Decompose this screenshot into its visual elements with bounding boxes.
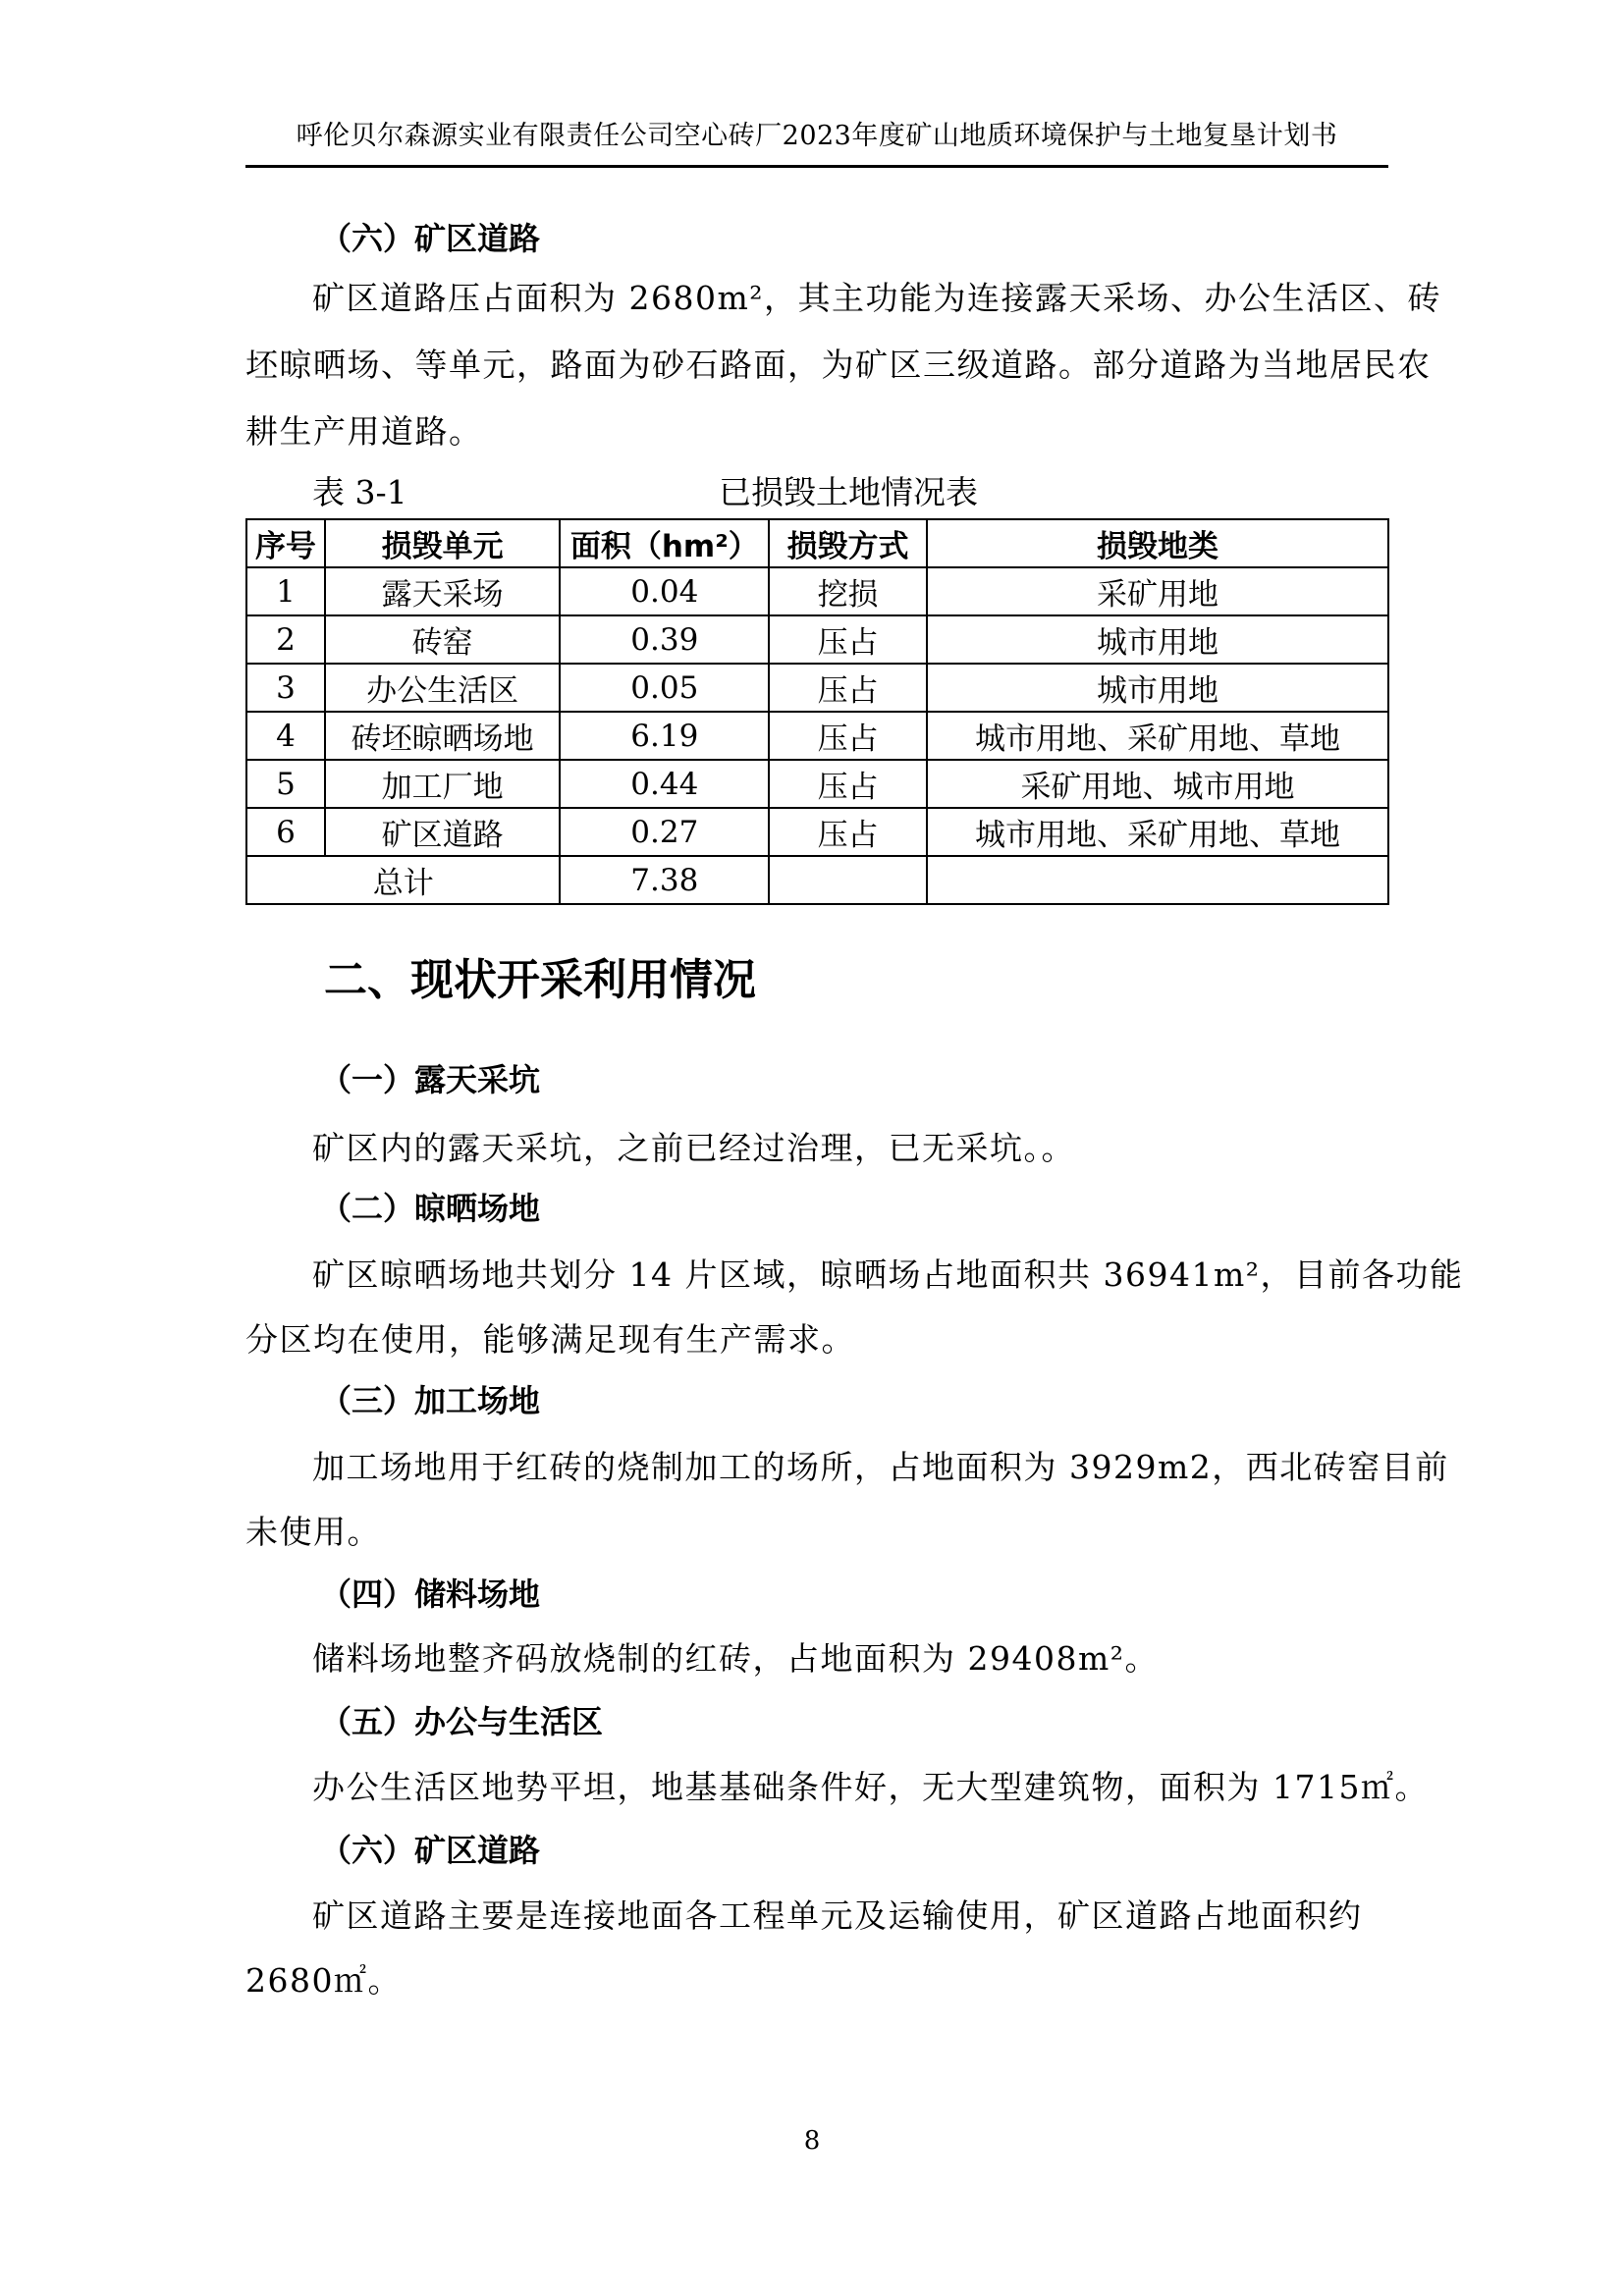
header-rule xyxy=(245,165,1388,168)
table-row xyxy=(246,664,1388,712)
table-cell: 露天采场 xyxy=(325,567,561,615)
paragraph-line: 分区均在使用，能够满足现有生产需求。 xyxy=(245,1320,855,1359)
table-row xyxy=(246,760,1388,808)
table-title: 已损毁土地情况表 xyxy=(719,473,978,511)
section-title: （三）加工场地 xyxy=(320,1382,541,1419)
paragraph-line: 坯晾晒场、等单元，路面为砂石路面，为矿区三级道路。部分道路为当地居民农 xyxy=(245,346,1432,384)
table-cell: 压占 xyxy=(769,615,927,664)
table-cell: 压占 xyxy=(769,760,927,808)
paragraph-line: 矿区内的露天采坑，之前已经过治理，已无采坑。。 xyxy=(312,1129,1075,1167)
header-cell: 序号 xyxy=(246,519,325,567)
table-cell: 办公生活区 xyxy=(325,664,561,712)
damaged-land-table xyxy=(245,518,1389,905)
paragraph-line: 储料场地整齐码放烧制的红砖，占地面积为 29408m²。 xyxy=(312,1639,1159,1678)
table-cell: 1 xyxy=(246,567,325,615)
table-cell: 0.27 xyxy=(560,808,769,856)
table-cell: 采矿用地、城市用地 xyxy=(927,760,1388,808)
table-cell: 城市用地、采矿用地、草地 xyxy=(927,712,1388,760)
total-label-cell: 总计 xyxy=(246,856,560,904)
table-cell: 0.05 xyxy=(560,664,769,712)
table-header-row xyxy=(246,519,1388,567)
paragraph-line: 加工场地用于红砖的烧制加工的场所，占地面积为 3929m2，西北砖窑目前 xyxy=(312,1448,1449,1486)
table-total-row xyxy=(246,856,1388,904)
table-cell: 2 xyxy=(246,615,325,664)
table-row xyxy=(246,615,1388,664)
paragraph-line: 未使用。 xyxy=(245,1513,381,1551)
table-row xyxy=(246,567,1388,615)
table-cell: 矿区道路 xyxy=(325,808,561,856)
table-cell: 6 xyxy=(246,808,325,856)
table-cell: 挖损 xyxy=(769,567,927,615)
page-header: 呼伦贝尔森源实业有限责任公司空心砖厂2023年度矿山地质环境保护与土地复垦计划书 xyxy=(296,121,1338,151)
table-cell: 压占 xyxy=(769,808,927,856)
table-cell: 加工厂地 xyxy=(325,760,561,808)
paragraph-line: 矿区晾晒场地共划分 14 片区域，晾晒场占地面积共 36941m²，目前各功能 xyxy=(312,1255,1464,1294)
section-title: （二）晾晒场地 xyxy=(320,1190,541,1227)
paragraph-line: 2680㎡。 xyxy=(245,1961,402,2000)
header-cell: 损毁单元 xyxy=(325,519,561,567)
table-number: 表 3-1 xyxy=(312,473,407,511)
table-cell: 压占 xyxy=(769,712,927,760)
table-cell: 4 xyxy=(246,712,325,760)
table-cell: 压占 xyxy=(769,664,927,712)
table-row xyxy=(246,808,1388,856)
table-cell: 城市用地、采矿用地、草地 xyxy=(927,808,1388,856)
table-cell: 0.39 xyxy=(560,615,769,664)
header-cell: 损毁地类 xyxy=(927,519,1388,567)
paragraph-line: 耕生产用道路。 xyxy=(245,412,483,451)
section-title: （五）办公与生活区 xyxy=(320,1703,604,1740)
paragraph-line: 办公生活区地势平坦，地基基础条件好，无大型建筑物，面积为 1715㎡。 xyxy=(312,1768,1429,1806)
table-cell: 3 xyxy=(246,664,325,712)
section-title: （六）矿区道路 xyxy=(320,1832,541,1869)
page-number: 8 xyxy=(803,2126,821,2156)
header-cell: 面积（hm²） xyxy=(560,519,769,567)
paragraph-line: 矿区道路主要是连接地面各工程单元及运输使用，矿区道路占地面积约 xyxy=(312,1896,1363,1935)
table-cell: 0.44 xyxy=(560,760,769,808)
table-cell: 城市用地 xyxy=(927,664,1388,712)
table-cell: 0.04 xyxy=(560,567,769,615)
table-cell: 5 xyxy=(246,760,325,808)
table-cell: 城市用地 xyxy=(927,615,1388,664)
section-title: （一）露天采坑 xyxy=(320,1061,541,1098)
total-value-cell: 7.38 xyxy=(560,856,769,904)
table-cell: 采矿用地 xyxy=(927,567,1388,615)
section-title-road: （六）矿区道路 xyxy=(320,220,541,257)
table-cell: 砖坯晾晒场地 xyxy=(325,712,561,760)
table-cell: 砖窑 xyxy=(325,615,561,664)
table-cell-empty xyxy=(927,856,1388,904)
chapter-title: 二、现状开采利用情况 xyxy=(324,955,756,1005)
table-row xyxy=(246,712,1388,760)
section-title: （四）储料场地 xyxy=(320,1575,541,1613)
table-cell: 6.19 xyxy=(560,712,769,760)
paragraph-line: 矿区道路压占面积为 2680m²，其主功能为连接露天采场、办公生活区、砖 xyxy=(312,279,1441,317)
table-cell-empty xyxy=(769,856,927,904)
header-cell: 损毁方式 xyxy=(769,519,927,567)
